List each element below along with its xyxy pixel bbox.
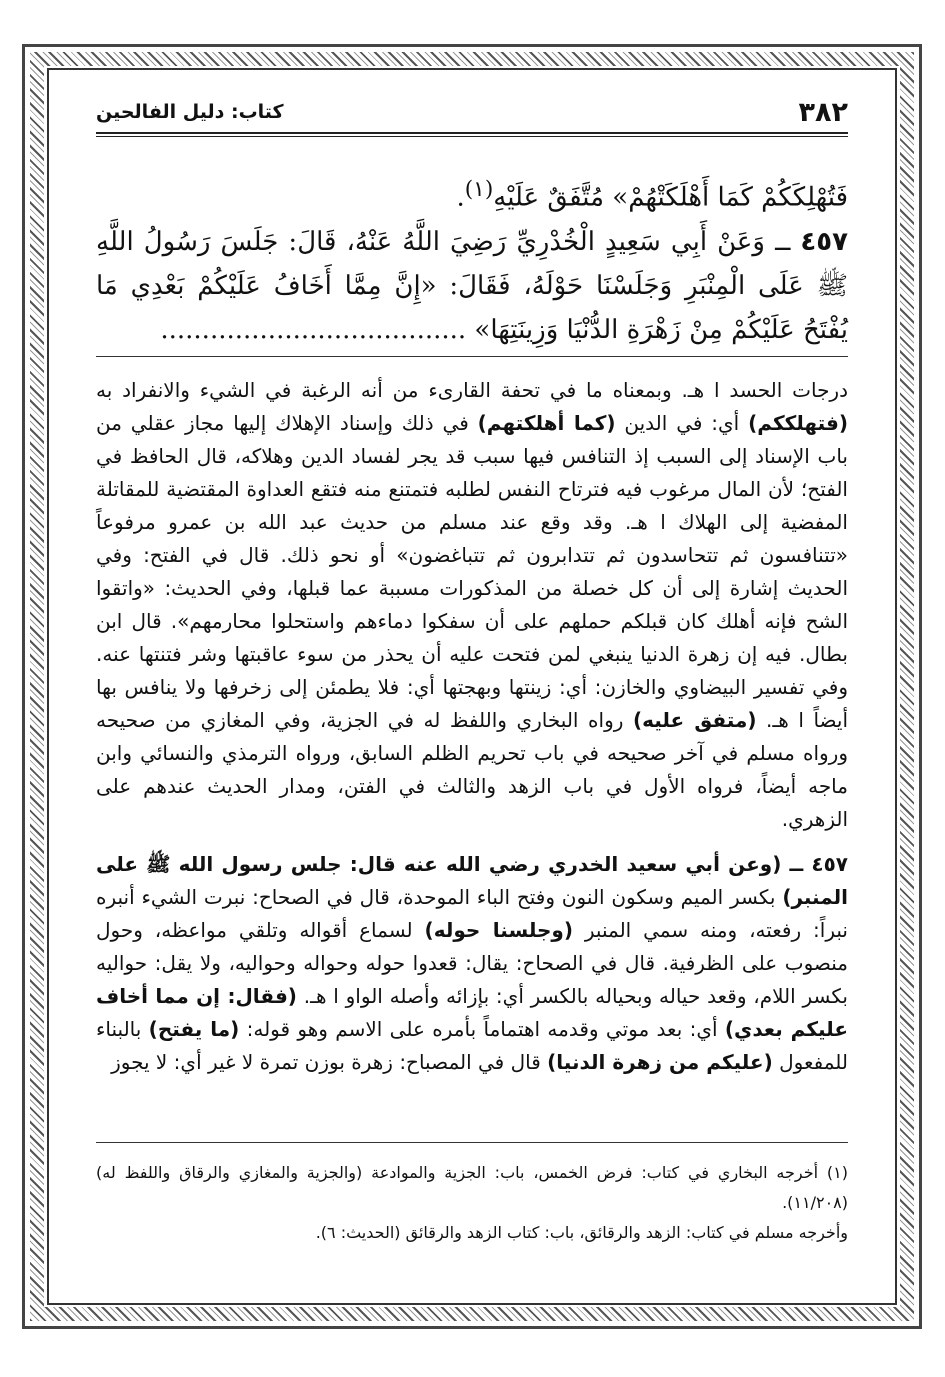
bold-term: (فقال: إن مما أخاف عليكم بعدي) <box>96 984 848 1041</box>
commentary-paragraph-2 <box>96 848 848 1079</box>
running-header <box>96 92 848 132</box>
bold-term: (وجلسنا حوله) <box>424 918 573 942</box>
bold-term: (فتهلككم) <box>748 411 848 435</box>
text-run: لسماع أقواله وتلقي مواعظه، وحول منصوب على الظرفية. قال في الصحاح: يقال: قعدوا حوله وحواله وحواليه، ولا يقل: حواليه بكسر اللام، وقعد حياله وبحياله بالكسر أي: بإزائه وأصله الواو ا هـ. <box>96 918 848 1008</box>
text-run: درجات الحسد ا هـ. وبمعناه ما في تحفة القارىء من أنه الرغبة في الشيء والانفراد به <box>96 378 848 402</box>
hadith-continuation: فَتُهْلِكَكُمْ كَمَا أَهْلَكَتْهُمْ» مُتَّفَقٌ عَلَيْهِ$^{(١)}$. <box>456 177 848 213</box>
bold-term: (كما أهلكتهم) <box>477 411 616 435</box>
header-rule <box>96 132 848 137</box>
footnote-marker: (١) <box>464 177 494 202</box>
bold-term: (ما يفتح) <box>148 1017 240 1041</box>
text-run: بالبناء للمفعول <box>96 1017 848 1074</box>
hadith-prev-ending: فَتُهْلِكَكُمْ كَمَا أَهْلَكَتْهُمْ» مُتَّفَقٌ عَلَيْهِ <box>493 182 848 213</box>
book-title: كتاب: دليل الفالحين <box>96 101 284 123</box>
commentary-paragraph-1 <box>96 374 848 836</box>
bold-term: (عليكم من زهرة الدنيا) <box>547 1050 773 1074</box>
hadith-dots: ..................................... <box>160 314 467 345</box>
separator-rule <box>96 356 848 357</box>
text-run: أي: بعد موتي وقدمه اهتماماً بأمره على الاسم وهو قوله: <box>239 1017 725 1041</box>
page-content <box>96 92 848 1292</box>
text-run: بكسر الميم وسكون النون وفتح الباء الموحدة، قال في الصحاح: نبرت الشيء أنبره نبراً: رفعته، ومنه سمي المنبر <box>96 885 848 942</box>
text-run: رواه البخاري واللفظ له في الجزية، وفي المغازي من صحيحه ورواه مسلم في آخر صحيحه في باب تحريم الظلم السابق، ورواه الترمذي والنسائي وابن ماجه أيضاً، فرواه الأول في باب الزهد والثالث في الفتن، ومدار الحديث عندهم على الزهري. <box>96 708 848 831</box>
text-run: في ذلك وإسناد الإهلاك إليها مجاز عقلي من باب الإسناد إلى السبب إذ التنافس فيها سبب قد يجر لفساد الدين وهلاكه، قال الحافظ في الفتح؛ لأن المال مرغوب فيه فترتاح النفس لطلبه فتمتنع منه فتقع العداوة المقتضية للمقاتلة المفضية إلى الهلاك ا هـ. وقد وقع عند مسلم من حديث عبد الله بن عمرو مرفوعاً «تتنافسون ثم تتحاسدون ثم تتدابرون ثم تتباغضون» أو نحو ذلك. قال في الفتح: وفي الحديث إشارة إلى أن كل خصلة من المذكورات مسببة عما قبلها، وفي الحديث: «واتقوا الشح فإنه أهلك كان قبلكم حملهم على أن سفكوا دماءهم واستحلوا محارمهم». قال ابن بطال. فيه إن زهرة الدنيا ينبغي لمن فتحت عليه أن يحذر من سوء عاقبتها وشر فتنتها عنه. وفي تفسير البيضاوي والخازن: أي: زينتها وبهجتها أي: فلا يطمئن إلى زخرفها ولا ينافس بها أيضاً ا هـ. <box>96 411 849 732</box>
hadith-number: ٤٥٧ <box>800 226 849 257</box>
bold-term: ٤٥٧ ــ (وعن أبي سعيد الخدري رضي الله عنه قال: جلس رسول الله ﷺ على المنبر) <box>96 852 848 909</box>
hadith-457: ٤٥٧ ــ وَعَنْ أَبِي سَعِيدٍ الْخُدْرِيِّ رَضِيَ اللَّهُ عَنْهُ، قَالَ: جَلَسَ رَسُولُ اللَّهِ ﷺ عَلَى الْمِنْبَرِ وَجَلَسْنَا حَوْلَهُ، فَقَالَ: «إِنَّ مِمَّا أَخَافُ عَلَيْكُمْ بَعْدِي مَا يُفْتَحُ عَلَيْكُمْ مِنْ زَهْرَةِ الدُّنْيَا وَزِينَتِهَا» ..................................... <box>96 226 849 345</box>
text-run: أي: في الدين <box>615 411 749 435</box>
hadith-body: وَعَنْ أَبِي سَعِيدٍ الْخُدْرِيِّ رَضِيَ اللَّهُ عَنْهُ، قَالَ: جَلَسَ رَسُولُ اللَّهِ ﷺ عَلَى الْمِنْبَرِ وَجَلَسْنَا حَوْلَهُ، فَقَالَ: «إِنَّ مِمَّا أَخَافُ عَلَيْكُمْ بَعْدِي مَا يُفْتَحُ عَلَيْكُمْ مِنْ زَهْرَةِ الدُّنْيَا وَزِينَتِهَا» <box>96 226 848 345</box>
footnotes <box>96 1158 848 1248</box>
text-run: قال في المصباح: زهرة بوزن تمرة لا غير أي: لا يجوز <box>111 1050 548 1074</box>
footnote-1: (١) أخرجه البخاري في كتاب: فرض الخمس، باب: الجزية والموادعة (والجزية والمغازي والرقاق واللفظ له) (١١/٢٠٨). <box>96 1163 848 1212</box>
commentary <box>96 374 848 1091</box>
footnote-2: وأخرجه مسلم في كتاب: الزهد والرقائق، باب: كتاب الزهد والرقائق (الحديث: ٦). <box>315 1223 848 1242</box>
page-number: ٣٨٢ <box>798 96 848 128</box>
hadith-text <box>96 168 848 352</box>
bold-term: (متفق عليه) <box>632 708 757 732</box>
footnote-rule <box>96 1142 848 1143</box>
